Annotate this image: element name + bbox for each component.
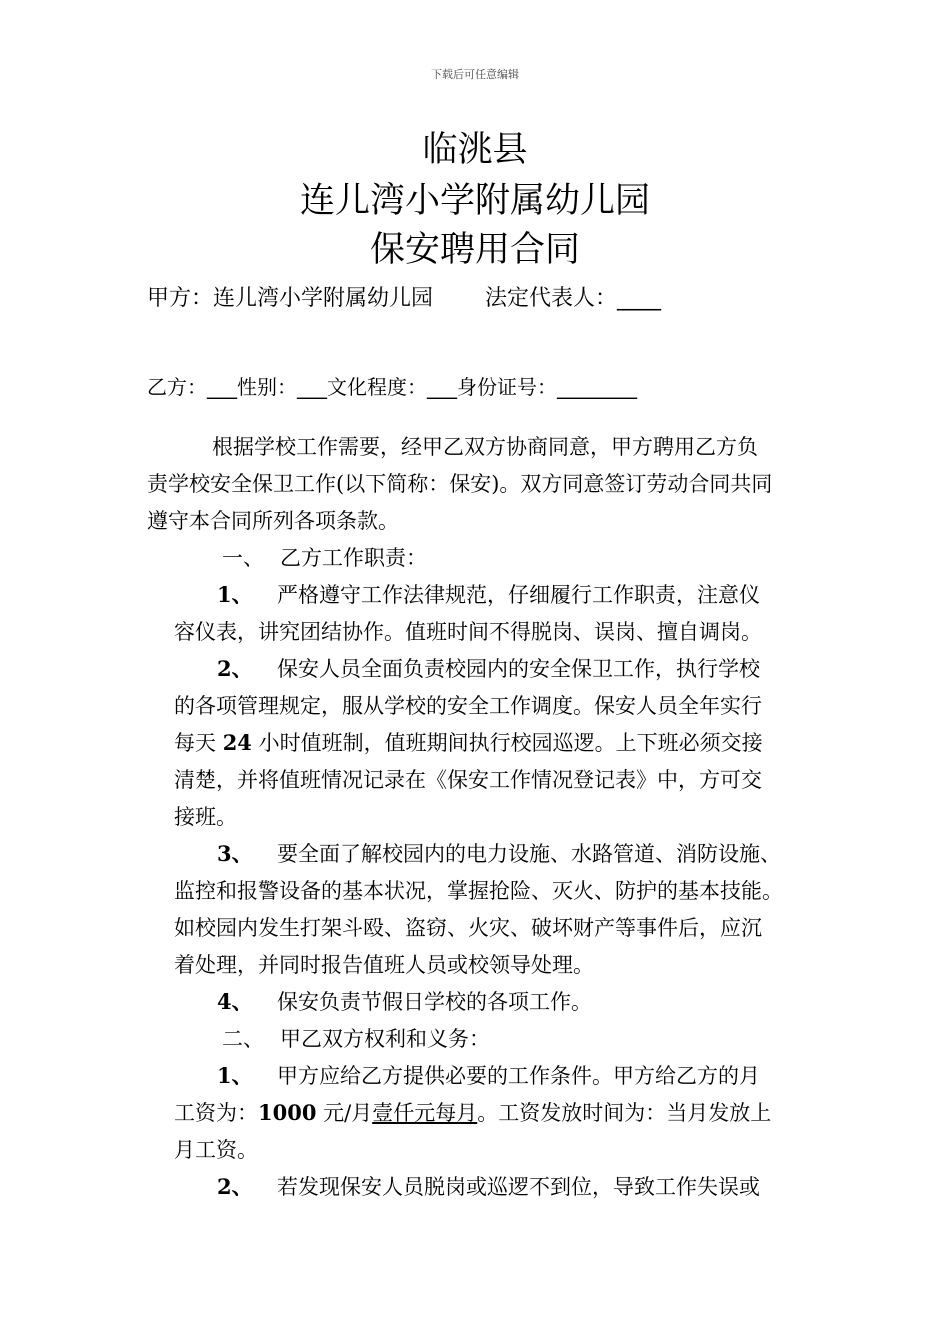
clause-line: 月工资。: [174, 1138, 258, 1162]
clause-text: 甲方应给乙方提供必要的工作条件。甲方给乙方的月: [277, 1064, 760, 1088]
title-contract: 保安聘用合同: [369, 230, 580, 270]
clause-text: 严格遵守工作法律规范，仔细履行工作职责，注意仪: [277, 583, 760, 607]
clause-line: 接班。: [174, 805, 237, 829]
wage-words: 壹仟元每月: [372, 1101, 478, 1125]
clause-line: 监控和报警设备的基本状况，掌握抢险、灭火、防护的基本技能。: [174, 879, 783, 903]
clause-number: 2、: [217, 656, 253, 681]
section-title: 甲乙双方权利和义务：: [280, 1027, 490, 1051]
clause-number: 1、: [217, 582, 253, 607]
clause-line: 着处理，并同时报告值班人员或校领导处理。: [174, 953, 594, 977]
clause-line: 容仪表，讲究团结协作。值班时间不得脱岗、误岗、擅自调岗。: [174, 620, 762, 644]
hours-value: 24: [222, 730, 252, 755]
party-a: 甲方：连儿湾小学附属幼儿园: [147, 286, 434, 311]
intro-line: 根据学校工作需要，经甲乙双方协商同意，甲方聘用乙方负: [212, 435, 758, 459]
legal-representative: 法定代表人：____: [485, 286, 662, 311]
clause-text: 小时值班制，值班期间执行校园巡逻。上下班必须交接: [258, 731, 763, 755]
section-number: 一、: [222, 546, 264, 570]
clause-first-line: [217, 987, 592, 1017]
clause-first-line: [217, 1061, 760, 1091]
title-school: 连儿湾小学附属幼儿园: [299, 181, 650, 221]
clause-number: 4、: [217, 989, 253, 1014]
clause-number: 1、: [217, 1063, 253, 1088]
clause-text: 若发现保安人员脱岗或巡逻不到位，导致工作失误或: [277, 1175, 760, 1199]
wage-line: [174, 1098, 771, 1128]
clause-text: 保安人员全面负责校园内的安全保卫工作，执行学校: [277, 657, 760, 681]
clause-first-line: [217, 1172, 760, 1202]
section-number: 二、: [222, 1027, 264, 1051]
party-a-line: [147, 284, 661, 314]
section-heading: [222, 543, 427, 573]
clause-first-line: [217, 654, 760, 684]
intro-line: 遵守本合同所列各项条款。: [147, 509, 399, 533]
wage-prefix: 工资为：: [174, 1101, 258, 1125]
clause-line: [174, 728, 763, 758]
clause-line: 如校园内发生打架斗殴、盗窃、火灾、破坏财产等事件后，应沉: [174, 916, 762, 940]
wage-suffix: 。工资发放时间为：当月发放上: [477, 1101, 772, 1125]
clause-text: 要全面了解校园内的电力设施、水路管道、消防设施、: [277, 842, 781, 866]
clause-first-line: [217, 580, 760, 610]
clause-number: 3、: [217, 841, 253, 866]
clause-number: 2、: [217, 1174, 253, 1199]
clause-line: 的各项管理规定，服从学校的安全工作调度。保安人员全年实行: [174, 694, 762, 718]
title-county: 临洮县: [422, 130, 528, 170]
day-prefix: 每天: [174, 731, 216, 755]
section-title: 乙方工作职责：: [280, 546, 427, 570]
clause-text: 保安负责节假日学校的各项工作。: [277, 990, 592, 1014]
wage-amount: 1000: [258, 1100, 317, 1125]
clause-first-line: [217, 839, 781, 869]
wage-unit: 元/月: [323, 1101, 373, 1125]
party-b: 乙方：___性别：___文化程度：___身份证号：________: [147, 375, 637, 399]
intro-line: 责学校安全保卫工作(以下简称：保安)。双方同意签订劳动合同共同: [147, 472, 773, 496]
header-note: 下载后可任意编辑: [431, 68, 519, 81]
clause-line: 清楚，并将值班情况记录在《保安工作情况登记表》中，方可交: [174, 768, 762, 792]
section-heading: [222, 1024, 490, 1054]
